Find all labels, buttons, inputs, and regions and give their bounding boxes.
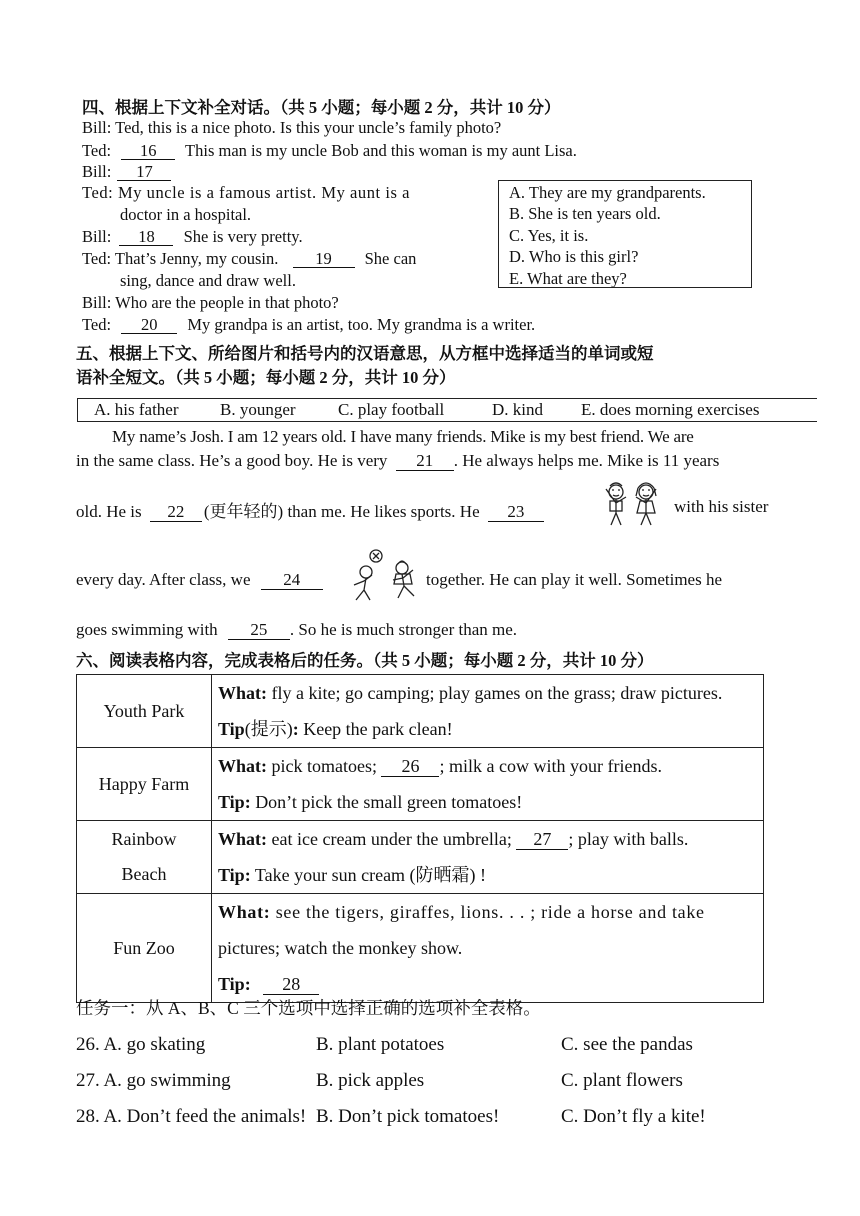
passage-text: . So he is much stronger than me. [289, 620, 518, 639]
activity-table [76, 674, 764, 1003]
dialogue-line [82, 162, 171, 182]
choice-b[interactable]: B. Don’t pick tomatoes! [316, 1106, 500, 1127]
what-text: ; play with balls. [568, 829, 689, 849]
line-text: She is very pretty. [183, 227, 303, 246]
tip-text: Keep the park clean! [303, 719, 453, 739]
answer-blank-24[interactable]: 24 [261, 571, 323, 590]
option-b: B. She is ten years old. [509, 204, 661, 223]
passage-text: goes swimming with [76, 620, 218, 639]
question-number: 27. [76, 1070, 100, 1091]
speaker: Bill: [82, 227, 112, 246]
what-text: pictures; watch the monkey show. [218, 938, 463, 958]
passage-line [76, 570, 323, 590]
passage-text: (更年轻的) than me. He likes sports. He [203, 502, 480, 521]
choice-c[interactable]: C. see the pandas [561, 1034, 693, 1055]
dialogue-continuation: sing, dance and draw well. [120, 271, 296, 290]
options-box [498, 180, 752, 288]
speaker: Bill: [82, 162, 112, 181]
speaker: Ted: [82, 183, 114, 202]
option-c: C. Yes, it is. [509, 226, 589, 245]
passage-line: My name’s Josh. I am 12 years old. I have many friends. Mike is my best friend. We are [112, 427, 694, 446]
place-name: Happy Farm [77, 748, 212, 821]
what-text: see the tigers, giraffes, lions. . . ; ride a horse and take [275, 902, 705, 922]
tip-label: Tip: [218, 865, 251, 885]
question-28 [76, 1106, 306, 1128]
line-text: Who are the people in that photo? [115, 293, 339, 312]
choice-b[interactable]: B. pick apples [316, 1070, 425, 1091]
place-content [212, 821, 764, 894]
passage-line [76, 497, 544, 522]
speaker: Bill: [82, 118, 112, 137]
answer-blank-28[interactable]: 28 [263, 975, 319, 995]
what-text: eat ice cream under the umbrella; [271, 829, 512, 849]
option-a: A. They are my grandparents. [509, 183, 706, 202]
speaker: Ted: [82, 141, 112, 160]
passage-line [76, 451, 719, 471]
word-option-b: B. younger [220, 400, 296, 419]
word-bank-box [77, 398, 817, 422]
table-row [77, 675, 764, 748]
table-row [77, 821, 764, 894]
place-name: Rainbow Beach [77, 821, 212, 894]
line-text: Ted, this is a nice photo. Is this your uncle’s family photo? [115, 118, 502, 137]
place-name: Youth Park [77, 675, 212, 748]
choice-c[interactable]: C. Don’t fly a kite! [561, 1106, 706, 1127]
tip-text: Take your sun cream (防晒霜) ! [254, 865, 487, 885]
question-number: 28. [76, 1106, 100, 1127]
answer-blank-18[interactable]: 18 [119, 228, 173, 246]
what-text: ; milk a cow with your friends. [439, 756, 662, 776]
dialogue-line [82, 141, 577, 161]
section-4-heading: 四、根据上下文补全对话。（共 5 小题；每小题 2 分，共计 10 分） [82, 98, 561, 117]
question-number: 26. [76, 1034, 100, 1055]
place-content [212, 894, 764, 1003]
line-text: My uncle is a famous artist. My aunt is a [117, 183, 410, 202]
place-content [212, 748, 764, 821]
dialogue-continuation: doctor in a hospital. [120, 205, 252, 224]
line-text: That’s Jenny, my cousin. [114, 249, 279, 268]
task-heading: 任务一：从 A、B、C 三个选项中选择正确的选项补全表格。 [76, 998, 541, 1018]
place-content: What: fly a kite; go camping; play games on the grass; draw pictures. Tip(提示): Keep the park clean! [212, 675, 764, 748]
answer-blank-21[interactable]: 21 [396, 452, 454, 471]
speaker: Ted: [82, 249, 112, 268]
dialogue-line [82, 315, 535, 335]
choice-b[interactable]: B. plant potatoes [316, 1034, 445, 1055]
tip-label: Tip [218, 719, 245, 739]
what-text: pick tomatoes; [271, 756, 377, 776]
choice-a[interactable]: A. Don’t feed the animals! [103, 1106, 307, 1127]
answer-blank-23[interactable]: 23 [488, 503, 544, 522]
choice-a[interactable]: A. go skating [103, 1034, 206, 1055]
what-label: What: [218, 756, 267, 776]
passage-text: in the same class. He’s a good boy. He is very [76, 451, 388, 470]
dialogue-line [82, 227, 303, 247]
choice-a[interactable]: A. go swimming [103, 1070, 231, 1091]
tip-label: Tip: [218, 974, 251, 994]
passage-text: with his sister [674, 497, 769, 516]
what-label: What: [218, 829, 267, 849]
answer-blank-22[interactable]: 22 [150, 503, 202, 522]
tip-label: Tip: [218, 792, 251, 812]
line-text: She can [364, 249, 417, 268]
speaker: Bill: [82, 293, 112, 312]
play-football-picture [346, 548, 426, 604]
answer-blank-19[interactable]: 19 [293, 250, 355, 268]
word-option-e: E. does morning exercises [581, 400, 760, 419]
what-label: What: [218, 902, 271, 922]
passage-text: together. He can play it well. Sometimes he [426, 570, 723, 589]
question-26 [76, 1034, 205, 1056]
tip-text: Don’t pick the small green tomatoes! [255, 792, 523, 812]
answer-blank-16[interactable]: 16 [121, 142, 175, 160]
answer-blank-27[interactable]: 27 [516, 830, 568, 850]
dialogue-line [82, 249, 416, 269]
tip-hint: (提示) [244, 719, 293, 739]
morning-exercise-picture [600, 480, 664, 528]
section-5-heading-line-1: 五、根据上下文、所给图片和括号内的汉语意思，从方框中选择适当的单词或短 [76, 344, 654, 363]
answer-blank-17[interactable]: 17 [117, 163, 171, 181]
what-label: What: [218, 683, 267, 703]
passage-text: every day. After class, we [76, 570, 251, 589]
choice-c[interactable]: C. plant flowers [561, 1070, 683, 1091]
option-e: E. What are they? [509, 269, 627, 288]
what-text: fly a kite; go camping; play games on the grass; draw pictures. [271, 683, 723, 703]
word-option-a: A. his father [94, 400, 179, 419]
section-5-heading-line-2: 语补全短文。（共 5 小题；每小题 2 分，共计 10 分） [76, 368, 456, 387]
passage-text: . He always helps me. Mike is 11 years [453, 451, 720, 470]
question-27 [76, 1070, 231, 1092]
answer-blank-25[interactable]: 25 [228, 621, 290, 640]
table-row [77, 894, 764, 1003]
table-row [77, 748, 764, 821]
line-text: My grandpa is an artist, too. My grandma is a writer. [187, 315, 536, 334]
line-text: This man is my uncle Bob and this woman is my aunt Lisa. [185, 141, 577, 160]
option-d: D. Who is this girl? [509, 247, 639, 266]
answer-blank-26[interactable]: 26 [381, 757, 439, 777]
section-6-heading: 六、阅读表格内容，完成表格后的任务。（共 5 小题；每小题 2 分，共计 10 分） [76, 651, 654, 670]
passage-line [76, 620, 517, 640]
word-option-c: C. play football [338, 400, 445, 419]
passage-text: old. He is [76, 502, 142, 521]
dialogue-line [82, 293, 339, 313]
dialogue-line [82, 118, 501, 138]
dialogue-line [82, 183, 410, 203]
speaker: Ted: [82, 315, 112, 334]
word-option-d: D. kind [492, 400, 543, 419]
answer-blank-20[interactable]: 20 [121, 316, 177, 334]
place-name: Fun Zoo [77, 894, 212, 1003]
